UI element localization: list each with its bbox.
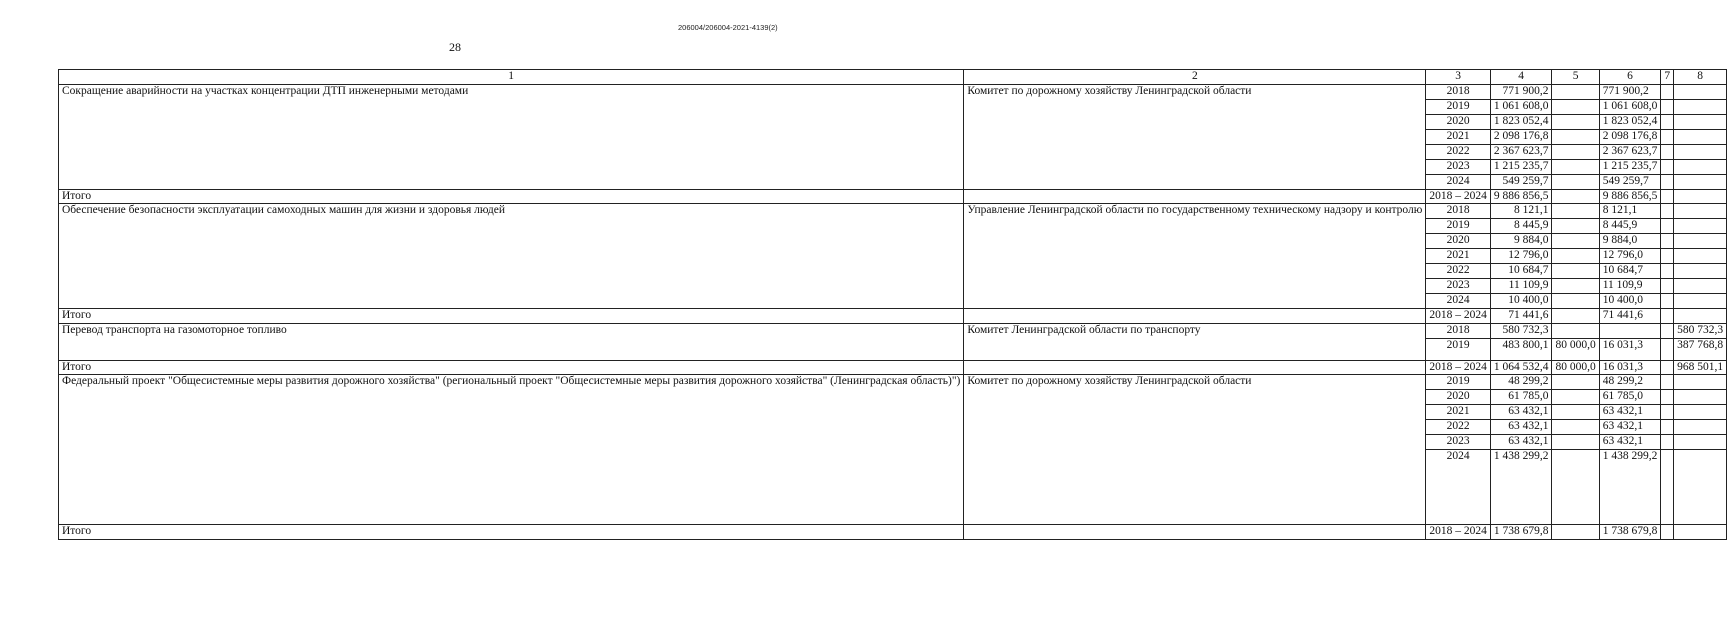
total-cell: 10 684,7	[1490, 264, 1552, 279]
local-cell	[1661, 159, 1674, 174]
total-years-cell: 2018 – 2024	[1426, 309, 1491, 324]
local-cell	[1661, 375, 1674, 390]
local-cell	[1661, 323, 1674, 338]
year-cell: 2018	[1426, 323, 1491, 338]
other-cell	[1674, 294, 1727, 309]
total-cell: 8 121,1	[1490, 204, 1552, 219]
total-cell: 1 061 608,0	[1490, 99, 1552, 114]
other-cell	[1674, 129, 1727, 144]
total-row	[59, 360, 1727, 375]
total-label: Итого	[59, 525, 964, 540]
year-cell: 2020	[1426, 234, 1491, 249]
other-cell	[1674, 264, 1727, 279]
total-executor-cell	[964, 309, 1426, 324]
federal-cell	[1552, 204, 1599, 219]
budget-table	[58, 69, 1727, 540]
header-cell: 6	[1599, 70, 1661, 85]
total-federal-cell: 80 000,0	[1552, 360, 1599, 375]
other-cell	[1674, 279, 1727, 294]
header-cell: 1	[59, 70, 964, 85]
other-cell	[1674, 159, 1727, 174]
regional-cell: 2 098 176,8	[1599, 129, 1661, 144]
year-cell: 2021	[1426, 129, 1491, 144]
year-cell: 2022	[1426, 144, 1491, 159]
total-executor-cell	[964, 525, 1426, 540]
year-cell: 2024	[1426, 174, 1491, 189]
other-cell	[1674, 450, 1727, 525]
total-local-cell	[1661, 360, 1674, 375]
table-row	[59, 323, 1727, 338]
total-cell: 2 098 176,8	[1490, 129, 1552, 144]
regional-cell: 11 109,9	[1599, 279, 1661, 294]
total-cell: 549 259,7	[1490, 174, 1552, 189]
total-sum-cell: 1 064 532,4	[1490, 360, 1552, 375]
regional-cell: 12 796,0	[1599, 249, 1661, 264]
local-cell	[1661, 435, 1674, 450]
year-cell: 2023	[1426, 435, 1491, 450]
regional-cell: 61 785,0	[1599, 390, 1661, 405]
other-cell	[1674, 234, 1727, 249]
regional-cell: 549 259,7	[1599, 174, 1661, 189]
local-cell	[1661, 144, 1674, 159]
regional-cell: 63 432,1	[1599, 420, 1661, 435]
header-cell: 7	[1661, 70, 1674, 85]
other-cell: 387 768,8	[1674, 338, 1727, 360]
federal-cell	[1552, 84, 1599, 99]
header-cell: 4	[1490, 70, 1552, 85]
total-regional-cell: 16 031,3	[1599, 360, 1661, 375]
federal-cell	[1552, 390, 1599, 405]
local-cell	[1661, 338, 1674, 360]
total-other-cell	[1674, 309, 1727, 324]
table-body	[59, 70, 1727, 540]
regional-cell: 1 438 299,2	[1599, 450, 1661, 525]
other-cell	[1674, 420, 1727, 435]
other-cell	[1674, 435, 1727, 450]
regional-cell: 16 031,3	[1599, 338, 1661, 360]
federal-cell	[1552, 174, 1599, 189]
local-cell	[1661, 420, 1674, 435]
federal-cell	[1552, 129, 1599, 144]
total-cell: 61 785,0	[1490, 390, 1552, 405]
total-regional-cell: 1 738 679,8	[1599, 525, 1661, 540]
measure-name: Перевод транспорта на газомоторное топливо	[59, 323, 964, 360]
year-cell: 2019	[1426, 338, 1491, 360]
federal-cell	[1552, 114, 1599, 129]
total-cell: 11 109,9	[1490, 279, 1552, 294]
total-local-cell	[1661, 525, 1674, 540]
other-cell	[1674, 219, 1727, 234]
other-cell	[1674, 390, 1727, 405]
local-cell	[1661, 204, 1674, 219]
other-cell	[1674, 99, 1727, 114]
total-cell: 12 796,0	[1490, 249, 1552, 264]
other-cell	[1674, 375, 1727, 390]
federal-cell	[1552, 234, 1599, 249]
total-cell: 63 432,1	[1490, 420, 1552, 435]
regional-cell: 2 367 623,7	[1599, 144, 1661, 159]
header-row	[59, 70, 1727, 85]
year-cell: 2022	[1426, 420, 1491, 435]
total-cell: 63 432,1	[1490, 435, 1552, 450]
local-cell	[1661, 264, 1674, 279]
total-label: Итого	[59, 309, 964, 324]
total-cell: 1 438 299,2	[1490, 450, 1552, 525]
year-cell: 2019	[1426, 99, 1491, 114]
year-cell: 2019	[1426, 219, 1491, 234]
other-cell	[1674, 114, 1727, 129]
total-cell: 771 900,2	[1490, 84, 1552, 99]
local-cell	[1661, 114, 1674, 129]
year-cell: 2024	[1426, 450, 1491, 525]
year-cell: 2023	[1426, 279, 1491, 294]
local-cell	[1661, 279, 1674, 294]
local-cell	[1661, 219, 1674, 234]
executor-name: Комитет по дорожному хозяйству Ленинградской области	[964, 375, 1426, 525]
year-cell: 2018	[1426, 204, 1491, 219]
federal-cell	[1552, 144, 1599, 159]
total-row	[59, 189, 1727, 204]
federal-cell: 80 000,0	[1552, 338, 1599, 360]
total-regional-cell: 9 886 856,5	[1599, 189, 1661, 204]
total-federal-cell	[1552, 189, 1599, 204]
year-cell: 2022	[1426, 264, 1491, 279]
total-cell: 63 432,1	[1490, 405, 1552, 420]
total-cell: 1 823 052,4	[1490, 114, 1552, 129]
total-sum-cell: 1 738 679,8	[1490, 525, 1552, 540]
federal-cell	[1552, 249, 1599, 264]
total-years-cell: 2018 – 2024	[1426, 525, 1491, 540]
total-regional-cell: 71 441,6	[1599, 309, 1661, 324]
local-cell	[1661, 249, 1674, 264]
federal-cell	[1552, 219, 1599, 234]
document-id: 206004/206004-2021-4139(2)	[678, 23, 778, 32]
regional-cell: 1 823 052,4	[1599, 114, 1661, 129]
regional-cell: 8 121,1	[1599, 204, 1661, 219]
federal-cell	[1552, 294, 1599, 309]
measure-name: Сокращение аварийности на участках концентрации ДТП инженерными методами	[59, 84, 964, 189]
year-cell: 2020	[1426, 390, 1491, 405]
regional-cell: 1 061 608,0	[1599, 99, 1661, 114]
year-cell: 2023	[1426, 159, 1491, 174]
local-cell	[1661, 84, 1674, 99]
regional-cell: 8 445,9	[1599, 219, 1661, 234]
regional-cell: 10 400,0	[1599, 294, 1661, 309]
federal-cell	[1552, 450, 1599, 525]
federal-cell	[1552, 279, 1599, 294]
federal-cell	[1552, 99, 1599, 114]
total-cell: 580 732,3	[1490, 323, 1552, 338]
year-cell: 2024	[1426, 294, 1491, 309]
table-row	[59, 204, 1727, 219]
local-cell	[1661, 294, 1674, 309]
total-other-cell	[1674, 189, 1727, 204]
header-cell: 2	[964, 70, 1426, 85]
other-cell	[1674, 84, 1727, 99]
total-federal-cell	[1552, 309, 1599, 324]
total-cell: 10 400,0	[1490, 294, 1552, 309]
total-row	[59, 309, 1727, 324]
year-cell: 2020	[1426, 114, 1491, 129]
total-federal-cell	[1552, 525, 1599, 540]
header-cell: 5	[1552, 70, 1599, 85]
regional-cell: 48 299,2	[1599, 375, 1661, 390]
regional-cell: 9 884,0	[1599, 234, 1661, 249]
total-sum-cell: 71 441,6	[1490, 309, 1552, 324]
header-cell: 3	[1426, 70, 1491, 85]
total-label: Итого	[59, 360, 964, 375]
total-cell: 48 299,2	[1490, 375, 1552, 390]
table-row	[59, 375, 1727, 390]
measure-name: Федеральный проект "Общесистемные меры развития дорожного хозяйства" (региональный проект "Общесистемные меры развития дорожного хозяйства" (Ленинградская область)")	[59, 375, 964, 525]
regional-cell: 771 900,2	[1599, 84, 1661, 99]
table-row	[59, 84, 1727, 99]
regional-cell	[1599, 323, 1661, 338]
measure-name: Обеспечение безопасности эксплуатации самоходных машин для жизни и здоровья людей	[59, 204, 964, 309]
other-cell	[1674, 144, 1727, 159]
regional-cell: 1 215 235,7	[1599, 159, 1661, 174]
local-cell	[1661, 390, 1674, 405]
federal-cell	[1552, 375, 1599, 390]
federal-cell	[1552, 420, 1599, 435]
regional-cell: 63 432,1	[1599, 405, 1661, 420]
local-cell	[1661, 450, 1674, 525]
federal-cell	[1552, 405, 1599, 420]
federal-cell	[1552, 159, 1599, 174]
total-cell: 2 367 623,7	[1490, 144, 1552, 159]
other-cell	[1674, 249, 1727, 264]
other-cell	[1674, 405, 1727, 420]
local-cell	[1661, 405, 1674, 420]
total-other-cell: 968 501,1	[1674, 360, 1727, 375]
page-number: 28	[449, 40, 461, 54]
total-cell: 9 884,0	[1490, 234, 1552, 249]
total-other-cell	[1674, 525, 1727, 540]
federal-cell	[1552, 323, 1599, 338]
total-years-cell: 2018 – 2024	[1426, 360, 1491, 375]
total-executor-cell	[964, 189, 1426, 204]
local-cell	[1661, 234, 1674, 249]
total-cell: 8 445,9	[1490, 219, 1552, 234]
federal-cell	[1552, 264, 1599, 279]
total-label: Итого	[59, 189, 964, 204]
regional-cell: 10 684,7	[1599, 264, 1661, 279]
total-local-cell	[1661, 189, 1674, 204]
other-cell	[1674, 174, 1727, 189]
executor-name: Комитет Ленинградской области по транспорту	[964, 323, 1426, 360]
total-executor-cell	[964, 360, 1426, 375]
federal-cell	[1552, 435, 1599, 450]
total-years-cell: 2018 – 2024	[1426, 189, 1491, 204]
local-cell	[1661, 99, 1674, 114]
local-cell	[1661, 174, 1674, 189]
year-cell: 2019	[1426, 375, 1491, 390]
regional-cell: 63 432,1	[1599, 435, 1661, 450]
total-sum-cell: 9 886 856,5	[1490, 189, 1552, 204]
total-local-cell	[1661, 309, 1674, 324]
other-cell	[1674, 204, 1727, 219]
year-cell: 2018	[1426, 84, 1491, 99]
local-cell	[1661, 129, 1674, 144]
header-cell: 8	[1674, 70, 1727, 85]
year-cell: 2021	[1426, 405, 1491, 420]
total-cell: 1 215 235,7	[1490, 159, 1552, 174]
other-cell: 580 732,3	[1674, 323, 1727, 338]
total-cell: 483 800,1	[1490, 338, 1552, 360]
total-row	[59, 525, 1727, 540]
executor-name: Управление Ленинградской области по государственному техническому надзору и контролю	[964, 204, 1426, 309]
executor-name: Комитет по дорожному хозяйству Ленинградской области	[964, 84, 1426, 189]
year-cell: 2021	[1426, 249, 1491, 264]
